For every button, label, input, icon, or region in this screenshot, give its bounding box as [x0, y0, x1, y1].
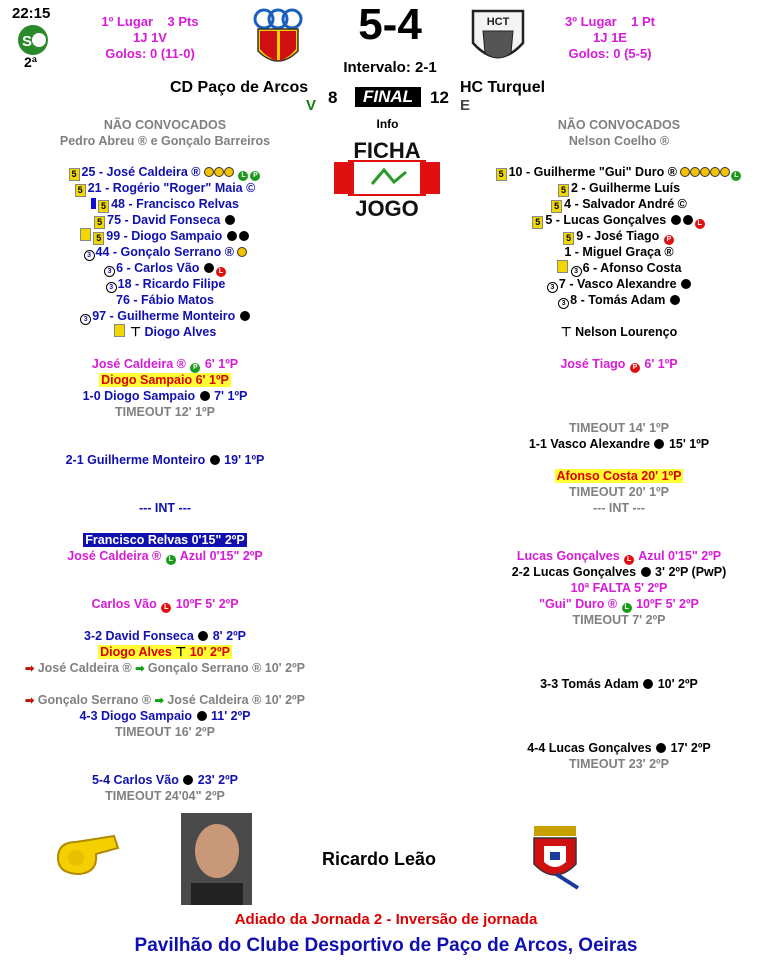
penalty-icon — [239, 231, 249, 241]
number-badge: 5 — [558, 184, 569, 197]
goal-icon — [225, 215, 235, 225]
penalty-icon — [710, 167, 720, 177]
red-card-icon: L — [216, 267, 226, 277]
home-team-name[interactable]: CD Paço de Arcos — [170, 79, 309, 96]
away-rank: 3º Lugar — [565, 14, 617, 29]
home-record: 1J 1V — [133, 30, 167, 45]
coach-icon: ⊤ — [175, 645, 187, 659]
number-badge: 5 — [69, 168, 80, 181]
event-player: 4-3 Diogo Sampaio — [79, 709, 193, 723]
player-name: 2 - Guilherme Luís — [570, 181, 681, 195]
sub-in-player: José Caldeira ® 10' 2ºP — [167, 693, 305, 707]
event-time: Azul 0'15" 2ºP — [179, 549, 263, 563]
away-interval: --- INT --- — [592, 501, 646, 515]
event-player: Lucas Gonçalves — [516, 549, 620, 563]
away-pts: 1 Pt — [631, 14, 655, 29]
number-circle-icon: 3 — [80, 314, 91, 325]
away-player-row[interactable] — [450, 212, 772, 229]
number-circle-icon: 3 — [547, 282, 558, 293]
player-name: 25 - José Caldeira ® — [81, 165, 201, 179]
ficha-jogo-button[interactable] — [334, 132, 440, 224]
number-badge: 5 — [75, 184, 86, 197]
number-circle-icon: 3 — [558, 298, 569, 309]
event-time: 19' 1ºP — [224, 453, 265, 467]
home-event — [0, 596, 330, 613]
yellow-card-icon — [80, 228, 91, 241]
away-crest-text: HCT — [486, 16, 510, 28]
blue-card-icon — [91, 198, 96, 209]
away-goal-event — [450, 740, 772, 756]
yellow-card-icon — [214, 167, 224, 177]
yellow-card-icon — [680, 167, 690, 177]
away-player-row[interactable] — [450, 164, 772, 181]
away-timeout-event: TIMEOUT 14' 1ºP — [569, 421, 669, 435]
event-time: 11' 2ºP — [210, 709, 251, 723]
player-name: 75 - David Fonseca — [107, 213, 221, 227]
player-name: 10 - Guilherme "Gui" Duro ® — [508, 165, 677, 179]
away-player-row[interactable] — [450, 276, 772, 293]
home-goal-event — [0, 772, 330, 788]
home-event — [0, 356, 330, 373]
goal-icon — [227, 231, 237, 241]
event-player: Diogo Alves — [100, 645, 172, 659]
home-goal-event — [0, 628, 330, 644]
player-name: 4 - Salvador André © — [564, 197, 687, 211]
player-name: 48 - Francisco Relvas — [111, 197, 239, 211]
federation-crest — [528, 824, 582, 890]
yellow-card-icon — [700, 167, 710, 177]
event-player: José Tiago — [560, 357, 626, 371]
away-goal-event — [450, 436, 772, 452]
match-note: Adiado da Jornada 2 - Inversão de jornada — [234, 911, 538, 928]
whistle-icon-svg — [52, 828, 122, 878]
away-result: E — [460, 97, 471, 114]
away-player-row[interactable] — [450, 180, 772, 197]
event-player: José Caldeira ® — [67, 549, 162, 563]
venue[interactable]: Pavilhão do Clube Desportivo de Paço de Arcos, Oeiras — [134, 935, 638, 956]
event-time: 6' 1ºP — [644, 357, 678, 371]
player-name: 44 - Gonçalo Serrano ® — [95, 245, 234, 259]
home-event — [0, 532, 330, 548]
player-name: 76 - Fábio Matos — [116, 293, 214, 307]
away-goal-event — [450, 564, 772, 580]
player-name: 21 - Rogério "Roger" Maia © — [87, 181, 256, 195]
away-event — [450, 548, 772, 565]
home-player-row[interactable] — [0, 260, 330, 277]
home-goal-event — [0, 388, 330, 404]
away-not-called-list: Nelson Coelho ® — [568, 134, 670, 148]
event-player: 2-1 Guilherme Monteiro — [65, 453, 206, 467]
number-badge: 5 — [93, 232, 104, 245]
sub-in-icon: ➡ — [135, 663, 145, 675]
event-time: 10' 2ºP — [189, 645, 230, 659]
player-name: 18 - Ricardo Filipe — [117, 277, 226, 291]
match-time: 22:15 — [12, 5, 51, 22]
away-timeout-event: TIMEOUT 7' 2ºP — [572, 613, 666, 627]
final-badge: FINAL — [355, 87, 421, 107]
away-team-name[interactable]: HC Turquel — [460, 79, 546, 96]
green-card-icon: L — [731, 171, 741, 181]
event-time: 7' 1ºP — [214, 389, 248, 403]
penalty-icon — [197, 711, 207, 721]
sub-in-icon: ➡ — [154, 695, 164, 707]
yellow-card-icon — [557, 260, 568, 273]
yellow-card-icon — [114, 324, 125, 337]
event-text: Diogo Sampaio 6' 1ºP — [101, 373, 229, 387]
home-result: V — [306, 97, 317, 114]
penalty-icon: P — [664, 235, 674, 245]
event-time: 17' 2ºP — [670, 741, 711, 755]
away-timeout-event: TIMEOUT 20' 1ºP — [569, 485, 669, 499]
goal-icon — [681, 279, 691, 289]
event-player: Carlos Vão — [91, 597, 157, 611]
event-time: 8' 2ºP — [212, 629, 246, 643]
home-timeout-event: TIMEOUT 16' 2ºP — [115, 725, 215, 739]
referee-photo-image — [181, 813, 252, 905]
home-player-row[interactable] — [0, 292, 330, 308]
event-player: 1-0 Diogo Sampaio — [82, 389, 196, 403]
home-pts: 3 Pts — [167, 14, 199, 29]
home-rank: 1º Lugar — [101, 14, 154, 29]
coach-name: Diogo Alves — [144, 325, 217, 339]
away-coach-row[interactable] — [450, 324, 772, 340]
home-fouls: 8 — [328, 88, 338, 107]
player-name: 8 - Tomás Adam — [570, 293, 666, 307]
away-crest[interactable] — [467, 5, 529, 71]
away-timeout-event: TIMEOUT 23' 2ºP — [569, 757, 669, 771]
player-name: 6 - Carlos Vão — [116, 261, 200, 275]
goal-icon — [198, 631, 208, 641]
number-circle-icon: 3 — [84, 250, 95, 261]
sub-out-player: José Caldeira ® — [37, 661, 132, 675]
competition-logo — [18, 25, 48, 55]
yellow-card-icon — [224, 167, 234, 177]
event-player: 4-4 Lucas Gonçalves — [527, 741, 652, 755]
event-player: 2-2 Lucas Gonçalves — [511, 565, 637, 579]
away-player-row[interactable] — [450, 260, 772, 277]
red-card-icon: L — [161, 603, 171, 613]
home-event — [0, 548, 330, 565]
home-interval: --- INT --- — [138, 501, 192, 515]
event-player: José Caldeira ® — [91, 357, 186, 371]
home-player-row[interactable] — [0, 244, 330, 261]
penalty-icon: P — [250, 171, 260, 181]
referee-photo — [181, 813, 252, 905]
number-badge: 5 — [563, 232, 574, 245]
home-crest[interactable] — [250, 5, 306, 71]
home-goal-event — [0, 452, 330, 468]
ficha-jogo-icon — [334, 132, 440, 224]
event-player: "Gui" Duro ® — [539, 597, 618, 611]
away-not-called-title: NÃO CONVOCADOS — [557, 118, 681, 132]
penalty-icon — [237, 247, 247, 257]
player-name: 6 - Afonso Costa — [582, 261, 682, 275]
home-substitution — [0, 692, 330, 709]
goal-icon — [671, 215, 681, 225]
home-event — [0, 372, 330, 388]
green-card-icon: L — [238, 171, 248, 181]
yellow-card-icon — [204, 167, 214, 177]
halftime-score: Intervalo: 2-1 — [343, 59, 437, 76]
event-time: 6' 1ºP — [204, 357, 239, 371]
event-time: 15' 1ºP — [668, 437, 710, 451]
away-foul-event: 10ª FALTA 5' 2ºP — [570, 581, 668, 595]
svg-text:S: S — [22, 33, 33, 50]
goal-icon — [656, 743, 666, 753]
number-circle-icon: 3 — [106, 282, 117, 293]
penalty-icon: P — [190, 363, 200, 373]
away-event — [450, 596, 772, 613]
home-not-called-title: NÃO CONVOCADOS — [103, 118, 227, 132]
home-player-row[interactable] — [0, 180, 330, 197]
event-player: 1-1 Vasco Alexandre — [528, 437, 650, 451]
away-event — [450, 356, 772, 373]
coach-icon: ⊤ — [560, 325, 572, 339]
goal-icon — [240, 311, 250, 321]
penalty-icon — [670, 295, 680, 305]
event-time: 10ºF 5' 2ºP — [175, 597, 239, 611]
number-badge: 5 — [551, 200, 562, 213]
home-timeout-event: TIMEOUT 24'04" 2ºP — [105, 789, 225, 803]
home-player-row[interactable] — [0, 308, 330, 325]
home-standing — [95, 14, 205, 29]
away-player-row[interactable] — [450, 244, 772, 260]
coach-icon: ⊤ — [130, 325, 142, 339]
number-circle-icon: 3 — [104, 266, 115, 277]
red-card-icon: L — [624, 555, 634, 565]
info-link[interactable]: Info — [376, 117, 399, 131]
home-player-row[interactable] — [0, 228, 330, 245]
jogo-text: JOGO — [355, 196, 419, 221]
home-substitution — [0, 660, 330, 677]
event-time: 10' 2ºP — [657, 677, 698, 691]
away-crest-icon — [467, 5, 529, 71]
home-player-row[interactable] — [0, 212, 330, 229]
number-badge: 5 — [98, 200, 109, 213]
event-text: Francisco Relvas 0'15" 2ºP — [85, 533, 245, 547]
event-time: 10ºF 5' 2ºP — [636, 597, 699, 611]
sub-out-player: Gonçalo Serrano ® — [37, 693, 152, 707]
referee-name: Ricardo Leão — [322, 849, 437, 869]
home-not-called-list: Pedro Abreu ® e Gonçalo Barreiros — [59, 134, 271, 148]
away-player-row[interactable] — [450, 228, 772, 245]
player-name: 5 - Lucas Gonçalves — [545, 213, 667, 227]
yellow-card-icon — [690, 167, 700, 177]
event-time: Azul 0'15" 2ºP — [638, 549, 722, 563]
number-badge: 5 — [532, 216, 543, 229]
home-coach-row[interactable] — [0, 324, 330, 340]
competition-logo-icon — [18, 25, 48, 55]
home-player-row[interactable] — [0, 276, 330, 293]
goal-icon — [683, 215, 693, 225]
green-card-icon: L — [622, 603, 632, 613]
federation-crest-icon — [528, 824, 582, 890]
player-name: 97 - Guilherme Monteiro — [92, 309, 236, 323]
goal-icon — [183, 775, 193, 785]
event-time: 23' 2ºP — [197, 773, 239, 787]
away-fouls: 12 — [430, 88, 449, 107]
sub-out-icon: ➡ — [25, 663, 35, 675]
coach-name: Nelson Lourenço — [575, 325, 678, 339]
home-player-row[interactable] — [0, 164, 330, 181]
home-event — [0, 644, 330, 660]
player-name: 7 - Vasco Alexandre — [558, 277, 677, 291]
green-card-icon: L — [166, 555, 176, 565]
number-circle-icon: 3 — [571, 266, 582, 277]
ficha-text: FICHA — [353, 138, 421, 163]
goal-icon — [210, 455, 220, 465]
away-goal-event — [450, 676, 772, 692]
event-player: 5-4 Carlos Vão — [91, 773, 179, 787]
sub-in-player: Gonçalo Serrano ® 10' 2ºP — [147, 661, 305, 675]
away-player-row[interactable] — [450, 196, 772, 213]
player-name: 1 - Miguel Graça ® — [564, 245, 674, 259]
event-player: 3-2 David Fonseca — [84, 629, 194, 643]
goal-icon — [204, 263, 214, 273]
home-player-row[interactable] — [0, 196, 330, 213]
away-player-row[interactable] — [450, 292, 772, 309]
number-badge: 5 — [94, 216, 105, 229]
event-player: 3-3 Tomás Adam — [540, 677, 639, 691]
goal-icon — [641, 567, 651, 577]
round-label: 2ª — [24, 54, 37, 70]
number-badge: 5 — [496, 168, 507, 181]
away-event — [450, 468, 772, 484]
away-goals: Golos: 0 (5-5) — [568, 46, 652, 61]
penalty-icon: P — [630, 363, 640, 373]
away-standing — [555, 14, 665, 29]
home-crest-icon — [250, 5, 306, 71]
yellow-card-icon — [720, 167, 730, 177]
whistle-icon — [52, 828, 122, 878]
event-text: Afonso Costa 20' 1ºP — [556, 469, 682, 483]
home-timeout-event: TIMEOUT 12' 1ºP — [115, 405, 215, 419]
away-record: 1J 1E — [593, 30, 627, 45]
event-time: 3' 2ºP (PwP) — [655, 565, 727, 579]
player-name: 9 - José Tiago — [576, 229, 660, 243]
sub-out-icon: ➡ — [25, 695, 35, 707]
player-name: 99 - Diogo Sampaio — [106, 229, 223, 243]
home-goals: Golos: 0 (11-0) — [105, 46, 195, 61]
goal-icon — [654, 439, 664, 449]
home-goal-event — [0, 708, 330, 724]
goal-icon — [200, 391, 210, 401]
final-score: 5-4 — [358, 0, 422, 49]
red-card-icon: L — [695, 219, 705, 229]
penalty-icon — [643, 679, 653, 689]
